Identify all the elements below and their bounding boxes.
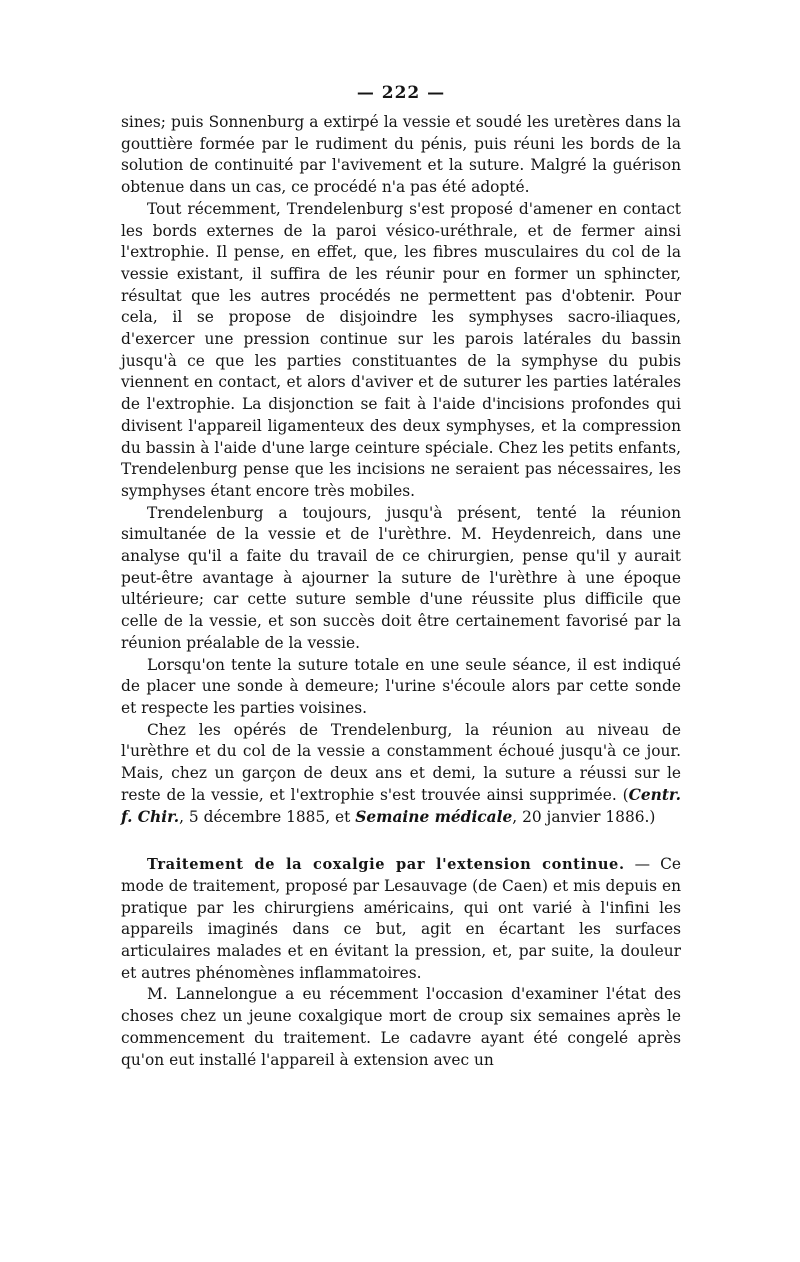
paragraph-continuation: sines; puis Sonnenburg a extirpé la vessie et soudé les uretères dans la gouttière formée par le rudiment du pénis, puis réuni les bords de la solution de continuité par l'avivement et la suture. Malgré la guérison obtenue dans un cas, ce procédé n'a pas été adopté.: [121, 113, 681, 197]
paragraph-lannelongue: M. Lannelongue a eu récemment l'occasion d'examiner l'état des choses chez un jeune coxalgique mort de croup six semaines après le commencement du traitement. Le cadavre ayant été congelé après qu'on eut installé l'appareil à extension avec un: [121, 985, 681, 1069]
section-heading: Traitement de la coxalgie par l'extension continue.: [147, 856, 625, 874]
results-text-middle: , 5 décembre 1885, et: [179, 807, 356, 826]
section-coxalgie: [121, 854, 681, 1071]
paragraph-suture-sonde: Lorsqu'on tente la suture totale en une seule séance, il est indiqué de placer une sonde à demeure; l'urine s'écoule alors par cette sonde et respecte les parties voisines.: [121, 655, 681, 717]
reference-centralblatt: Centr. f. Chir.: [121, 785, 681, 826]
book-page: [121, 82, 681, 1071]
reference-semaine-medicale: Semaine médicale: [355, 807, 513, 826]
section-first-paragraph: [121, 854, 681, 984]
section-intro-text: — Ce mode de traitement, proposé par Lesauvage (de Caen) et mis depuis en pratique par les chirurgiens américains, qui ont varié à l'infini les appareils imaginés dans ce but, agit en écartant les surfaces articulaires malades et en évitant la pression, et, par suite, la douleur et autres phénomènes inflammatoires.: [121, 855, 681, 982]
paragraph-trendelenburg-method: Tout récemment, Trendelenburg s'est proposé d'amener en contact les bords externes de la paroi vésico-uréthrale, et de fermer ainsi l'extrophie. Il pense, en effet, que, les fibres musculaires du col de la vessie existant, il suffira de les réunir pour en former un sphincter, résultat que les autres procédés ne permettent pas d'obtenir. Pour cela, il se propose de disjoindre les symphyses sacro-iliaques, d'exercer une pression continue sur les parois latérales du bassin jusqu'à ce que les parties constituantes de la symphyse du pubis viennent en contact, et alors d'aviver et de suturer les parties latérales de l'extrophie. La disjonction se fait à l'aide d'incisions profondes qui divisent l'appareil ligamenteux des deux symphyses, et la compression du bassin à l'aide d'une large ceinture spéciale. Chez les petits enfants, Trendelenburg pense que les incisions ne seraient pas nécessaires, les symphyses étant encore très mobiles.: [121, 199, 681, 500]
paragraph-results: [121, 720, 681, 829]
results-text-before: Chez les opérés de Trendelenburg, la réunion au niveau de l'urèthre et du col de la vessie a constamment échoué jusqu'à ce jour. Mais, chez un garçon de deux ans et demi, la suture a réussi sur le reste de la vessie, et l'extrophie s'est trouvée ainsi supprimée. (: [121, 720, 681, 804]
results-text-after: , 20 janvier 1886.): [512, 807, 656, 826]
page-number: — 222 —: [356, 83, 446, 103]
paragraph-heydenreich-analysis: Trendelenburg a toujours, jusqu'à présent, tenté la réunion simultanée de la vessie et de l'urèthre. M. Heydenreich, dans une analyse qu'il a faite du travail de ce chirurgien, pense qu'il y aurait peut-être avantage à ajourner la suture de l'urèthre à une époque ultérieure; car cette suture semble d'une réussite plus difficile que celle de la vessie, et son succès doit être certainement favorisé par la réunion préalable de la vessie.: [121, 503, 681, 652]
